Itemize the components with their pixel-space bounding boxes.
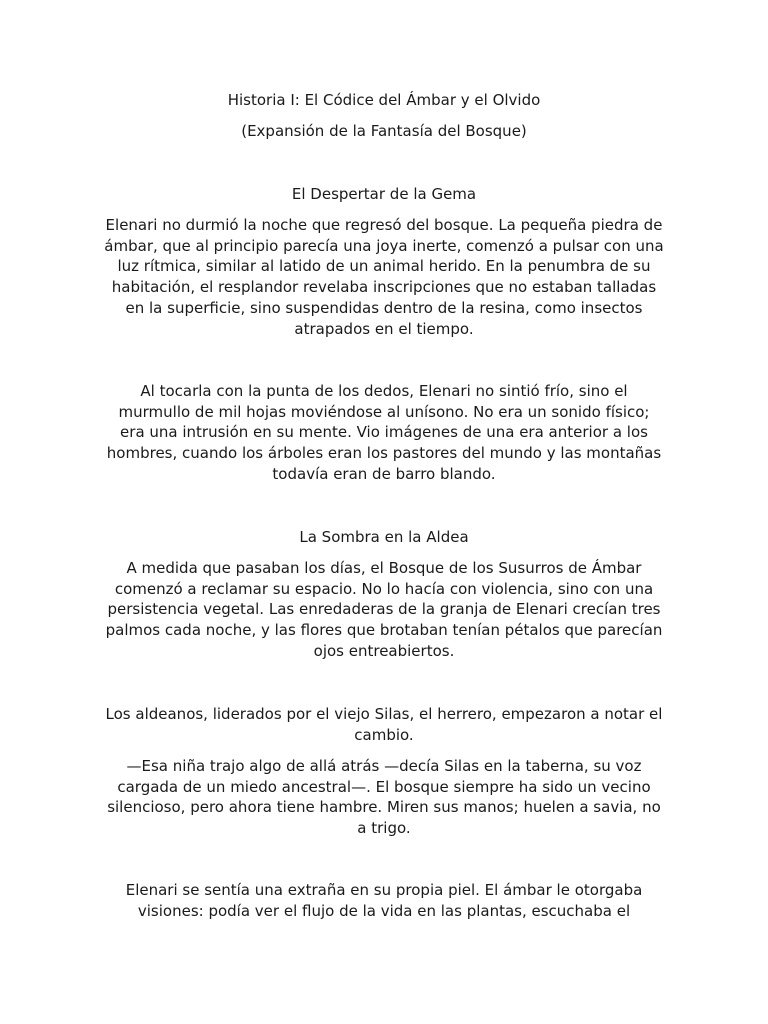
document-title: Historia I: El Códice del Ámbar y el Olvido <box>227 91 541 109</box>
paragraph: Elenari no durmió la noche que regresó del bosque. La pequeña piedra de ámbar, que al principio parecía una joya inerte, comenzó a pulsar con una luz rítmica, similar al latido de un animal herido. En la penumbra de su habitación, el resplandor revelaba inscripciones que no estaban talladas en la superficie, sino suspendidas dentro de la resina, como insectos atrapados en el tiempo. <box>104 216 664 338</box>
paragraph: Los aldeanos, liderados por el viejo Silas, el herrero, empezaron a notar el cambio. <box>105 705 663 744</box>
paragraph: Al tocarla con la punta de los dedos, Elenari no sintió frío, sino el murmullo de mil hojas moviéndose al unísono. No era un sonido físico; era una intrusión en su mente. Vio imágenes de una era anterior a los hombres, cuando los árboles eran los pastores del mundo y las montañas todavía eran de barro blando. <box>106 382 662 483</box>
document-subtitle: (Expansión de la Fantasía del Bosque) <box>241 122 527 140</box>
paragraph: —Esa niña trajo algo de allá atrás —decía Silas en la taberna, su voz cargada de un miedo ancestral—. El bosque siempre ha sido un vecino silencioso, pero ahora tiene hambre. Miren sus manos; huelen a savia, no a trigo. <box>107 757 661 838</box>
paragraph: A medida que pasaban los días, el Bosque de los Susurros de Ámbar comenzó a reclamar su espacio. No lo hacía con violencia, sino con una persistencia vegetal. Las enredaderas de la granja de Elenari crecían tres palmos cada noche, y las flores que brotaban tenían pétalos que parecían ojos entreabiertos. <box>105 559 663 660</box>
section-heading: El Despertar de la Gema <box>291 185 477 203</box>
paragraph: Elenari se sentía una extraña en su propia piel. El ámbar le otorgaba visiones: podía ver el flujo de la vida en las plantas, escuchaba el <box>125 881 643 920</box>
section-heading: La Sombra en la Aldea <box>299 528 469 546</box>
